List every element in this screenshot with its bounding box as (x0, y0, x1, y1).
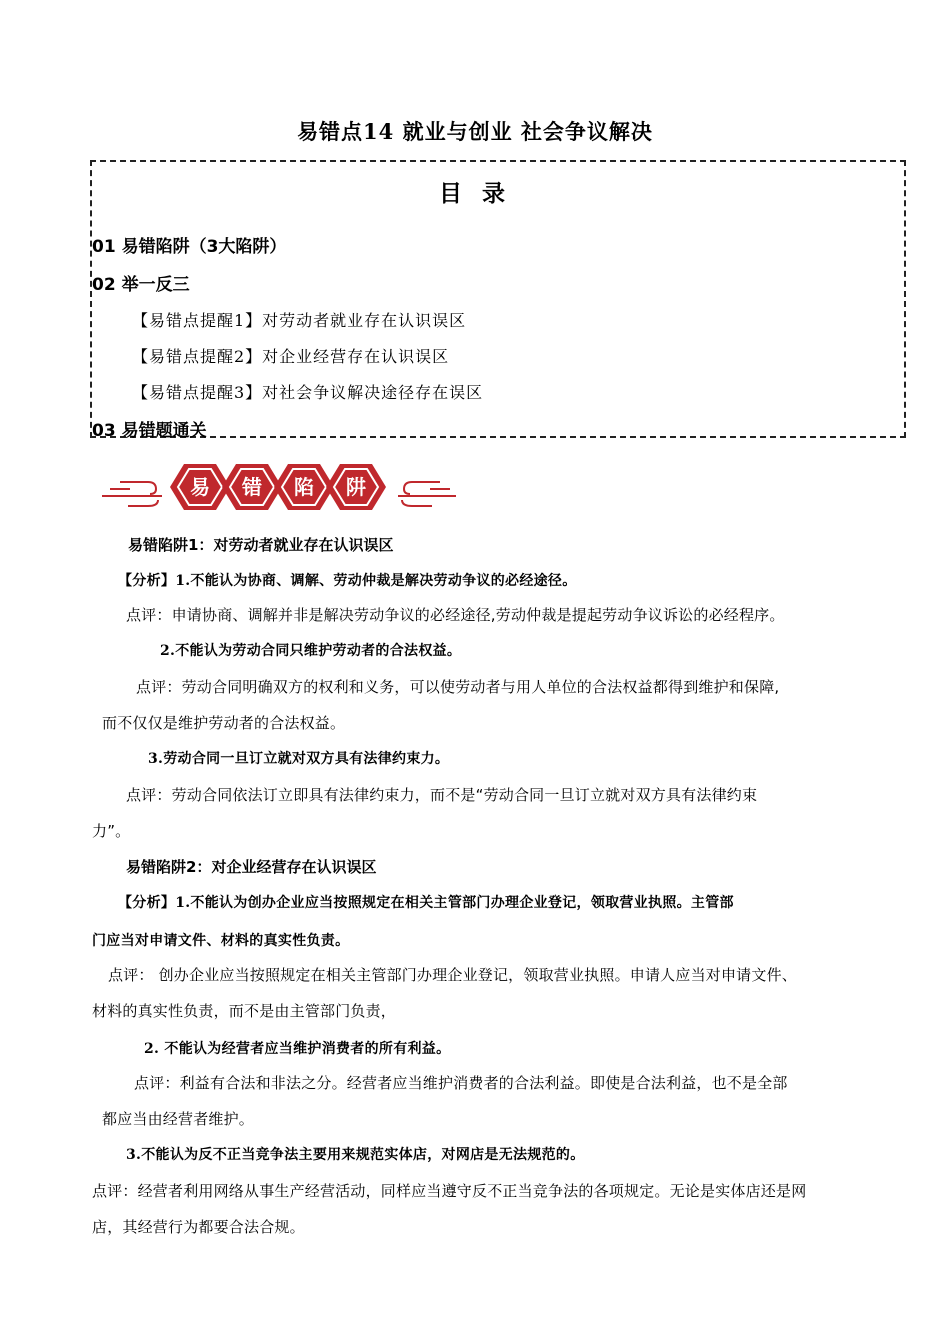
trap-2-point-1b: 门应当对申请文件、材料的真实性负责。 (92, 933, 350, 949)
toc-reminder-3[interactable]: 【易错点提醒3】对社会争议解决途径存在误区 (132, 383, 484, 402)
trap-2-point-2: 2. 不能认为经营者应当维护消费者的所有利益。 (144, 1041, 451, 1057)
toc-reminder-1[interactable]: 【易错点提醒1】对劳动者就业存在认识误区 (132, 311, 467, 330)
banner-char-1: 易 (190, 475, 210, 499)
trap-1-point-3: 3.劳动合同一旦订立就对双方具有法律约束力。 (148, 751, 450, 767)
trap-2-title: 易错陷阱2：对企业经营存在认识误区 (126, 858, 377, 876)
banner-char-2: 错 (242, 475, 262, 499)
trap-2-comment-2b: 都应当由经营者维护。 (102, 1110, 255, 1128)
trap-1-title: 易错陷阱1：对劳动者就业存在认识误区 (128, 536, 394, 554)
toc-heading: 目 录 (438, 181, 511, 207)
banner-right-ornament (398, 482, 456, 506)
trap-2-comment-1a: 点评： 创办企业应当按照规定在相关主管部门办理企业登记，领取营业执照。申请人应当对申请文件、 (108, 966, 797, 984)
banner-char-4: 阱 (346, 475, 366, 499)
trap-2-comment-3b: 店，其经营行为都要合法合规。 (92, 1218, 305, 1236)
banner-left-ornament (102, 482, 162, 506)
toc-section-1[interactable]: 01 易错陷阱（3大陷阱） (92, 237, 287, 257)
trap-1-point-2: 2.不能认为劳动合同只维护劳动者的合法权益。 (160, 643, 462, 659)
trap-2-comment-3a: 点评：经营者利用网络从事生产经营活动，同样应当遵守反不正当竞争法的各项规定。无论是实体店还是网 (92, 1182, 807, 1200)
trap-2-comment-2a: 点评：利益有合法和非法之分。经营者应当维护消费者的合法利益。即使是合法利益，也不是全部 (134, 1074, 788, 1092)
trap-2-point-1a: 【分析】1.不能认为创办企业应当按照规定在相关主管部门办理企业登记，领取营业执照。主管部 (118, 895, 734, 911)
trap-1-point-1: 【分析】1.不能认为协商、调解、劳动仲裁是解决劳动争议的必经途径。 (118, 573, 577, 589)
toc-section-2[interactable]: 02 举一反三 (92, 275, 190, 295)
trap-banner (100, 456, 460, 518)
toc-section-3[interactable]: 03 易错题通关 (92, 421, 207, 441)
trap-2-point-3: 3.不能认为反不正当竞争法主要用来规范实体店，对网店是无法规范的。 (126, 1147, 585, 1163)
trap-1-comment-2b: 而不仅仅是维护劳动者的合法权益。 (102, 714, 346, 732)
trap-2-comment-1b: 材料的真实性负责，而不是由主管部门负责， (92, 1002, 397, 1020)
trap-1-comment-1: 点评：申请协商、调解并非是解决劳动争议的必经途径,劳动仲裁是提起劳动争议诉讼的必经程序。 (126, 606, 785, 624)
banner-char-3: 陷 (294, 475, 314, 499)
document-title: 易错点14 就业与创业 社会争议解决 (297, 119, 653, 144)
trap-1-comment-3a: 点评：劳动合同依法订立即具有法律约束力，而不是“劳动合同一旦订立就对双方具有法律约束 (126, 786, 758, 804)
trap-1-comment-3b: 力”。 (92, 822, 131, 840)
toc-reminder-2[interactable]: 【易错点提醒2】对企业经营存在认识误区 (132, 347, 450, 366)
trap-1-comment-2a: 点评：劳动合同明确双方的权利和义务，可以使劳动者与用人单位的合法权益都得到维护和保障, (136, 678, 780, 696)
